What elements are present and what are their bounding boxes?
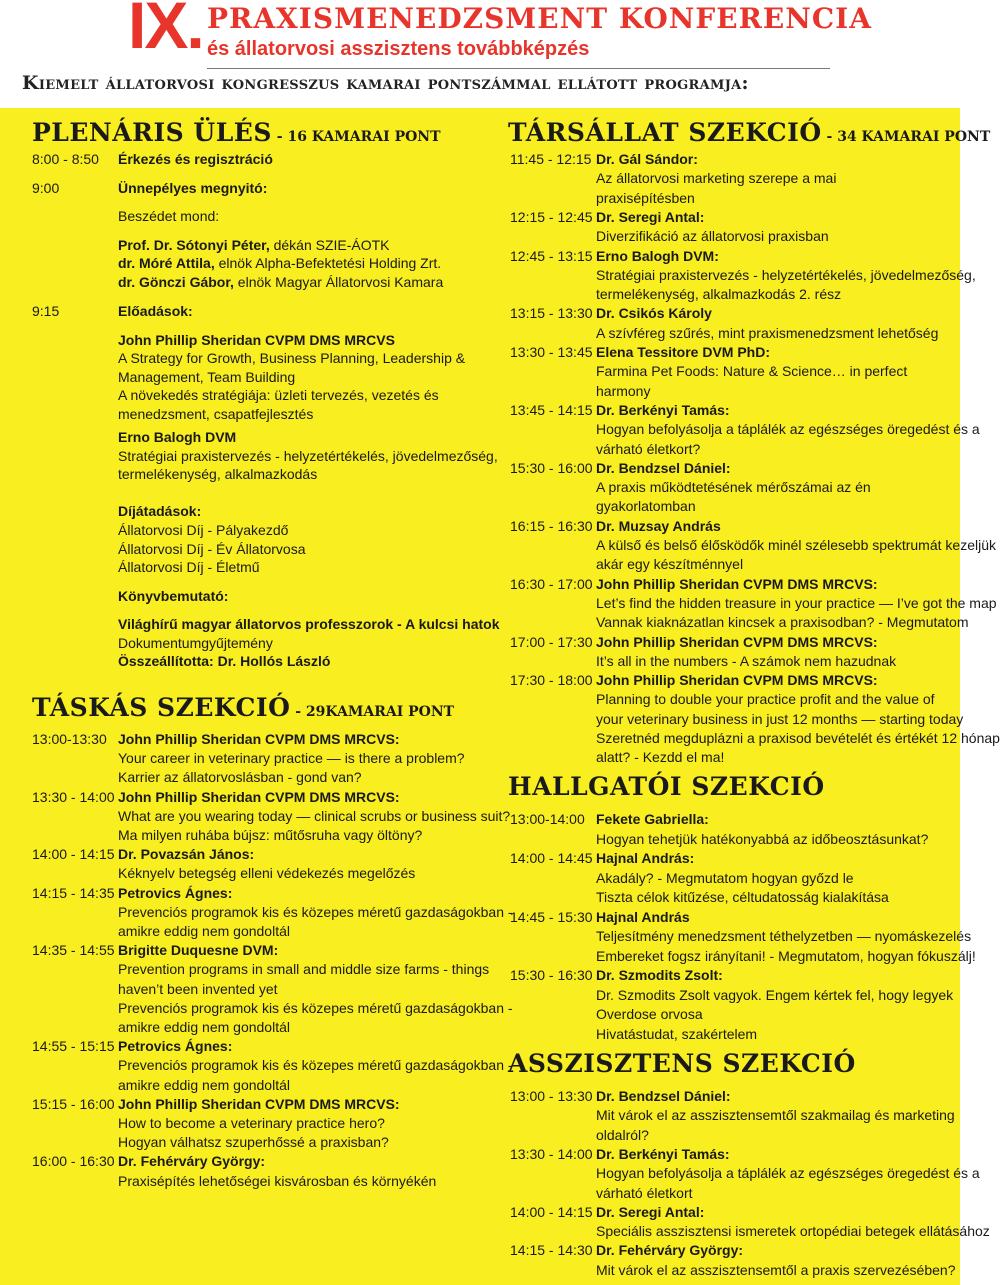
conference-subtitle: és állatorvosi asszisztens továbbképzés	[207, 38, 590, 60]
tarsallat-session-time: 17:00 - 17:30	[510, 633, 593, 650]
erno-line-2: termelékenység, alkalmazkodás	[118, 466, 318, 482]
asszisztens-session-time: 13:30 - 14:00	[510, 1145, 593, 1162]
plenaris-item-1: Érkezés és regisztráció	[118, 151, 273, 167]
tarsallat-session-speaker: Dr. Muzsay András	[596, 517, 721, 534]
hallgatoi-session-line: Hogyan tehetjük hatékonyabbá az időbeosztásunkat?	[596, 830, 929, 847]
taskas-session-time: 13:30 - 14:00	[32, 788, 115, 805]
taskas-session-line: amikre eddig nem gondoltál	[118, 923, 290, 939]
tarsallat-session-speaker: Dr. Gál Sándor:	[596, 151, 698, 167]
tarsallat-session-line: várható életkort?	[596, 440, 701, 457]
speaker-1: Prof. Dr. Sótonyi Péter, dékán SZIE-ÁOTK	[118, 237, 390, 253]
tarsallat-session-line: Az állatorvosi marketing szerepe a mai	[596, 170, 837, 187]
taskas-session-speaker: John Phillip Sheridan CVPM DMS MRCVS:	[118, 788, 400, 805]
taskas-session-time: 14:00 - 14:15	[32, 846, 115, 863]
asszisztens-session-speaker: Dr. Fehérváry György:	[596, 1242, 744, 1259]
tarsallat-session-speaker: Dr. Csikós Károly	[596, 305, 712, 322]
taskas-session-speaker: Dr. Povazsán János:	[118, 846, 255, 863]
hallgatoi-session-line: Akadály? - Megmutatom hogyan győzd le	[596, 869, 854, 886]
erno-name: Erno Balogh DVM	[118, 429, 237, 445]
taskas-session-line: Prevenciós programok kis és közepes méretű gazdaságokban -	[118, 903, 513, 920]
taskas-session-time: 16:00 - 16:30	[32, 1153, 115, 1170]
taskas-session-time: 15:15 - 16:00	[32, 1095, 115, 1112]
tarsallat-session-line: Hogyan befolyásolja a táplálék az egészséges öregedést és a	[596, 421, 980, 438]
taskas-session-speaker: Brigitte Duquesne DVM:	[118, 942, 279, 959]
taskas-session-speaker: Petrovics Ágnes:	[118, 884, 233, 901]
asszisztens-session-line: oldalról?	[596, 1126, 649, 1143]
tarsallat-session-line: A praxis működtetésének mérőszámai az én	[596, 479, 871, 496]
hallgatoi-session-time: 14:00 - 14:45	[510, 850, 593, 866]
hallgatoi-session-line: Overdose orvosa	[596, 1006, 703, 1022]
dij-3: Állatorvosi Díj - Életmű	[118, 559, 260, 575]
asszisztens-session-line: Mit várok el az asszisztensemtől a praxis szervezésében?	[596, 1261, 956, 1278]
page-header	[0, 0, 960, 108]
konyv-line-1: Világhírű magyar állatorvos professzorok - A kulcsi hatok	[118, 616, 500, 632]
taskas-session-line: What are you wearing today — clinical scrubs or business suit?	[118, 807, 511, 824]
jps-line-4: menedzsment, csapatfejlesztés	[118, 406, 314, 422]
tarsallat-session-time: 13:45 - 14:15	[510, 401, 593, 418]
eloadasok-time: 9:15	[32, 303, 60, 319]
tarsallat-session-line: It’s all in the numbers - A számok nem hazudnak	[596, 652, 897, 669]
taskas-session-speaker: Dr. Fehérváry György:	[118, 1153, 266, 1170]
tarsallat-session-line: alatt? - Kezdd el ma!	[596, 749, 725, 766]
taskas-session-speaker: John Phillip Sheridan CVPM DMS MRCVS:	[118, 731, 400, 747]
tarsallat-session-line: gyakorlatomban	[596, 498, 696, 515]
tarsallat-session-time: 16:30 - 17:00	[510, 575, 593, 592]
taskas-session-time: 13:00-13:30	[32, 731, 107, 747]
taskas-session-speaker: John Phillip Sheridan CVPM DMS MRCVS:	[118, 1095, 400, 1112]
taskas-session-line: amikre eddig nem gondoltál	[118, 1019, 290, 1035]
hallgatoi-session-line: Embereket fogsz irányítani! - Megmutatom, hogyan fókuszálj!	[596, 947, 976, 964]
erno-line-1: Stratégiai praxistervezés - helyzetértékelés, jövedelmezőség,	[118, 448, 498, 464]
tarsallat-session-line: Farmina Pet Foods: Nature & Science… in perfect	[596, 363, 908, 380]
tarsallat-session-speaker: John Phillip Sheridan CVPM DMS MRCVS:	[596, 575, 878, 592]
tarsallat-session-line: Szeretnéd megduplázni a praxisod bevételét és értékét 12 hónap	[596, 730, 1000, 746]
tarsallat-session-time: 15:30 - 16:00	[510, 459, 593, 476]
hallgatoi-session-line: Tiszta célok kitűzése, céltudatosság kialakítása	[596, 889, 889, 905]
hallgatoi-session-line: Hivatástudat, szakértelem	[596, 1025, 758, 1042]
tarsallat-session-line: A szívféreg szűrés, mint praxismenedzsment lehetőség	[596, 324, 939, 341]
asszisztens-session-line: Mit várok el az asszisztensemtől szakmailag és marketing	[596, 1107, 955, 1124]
hallgatoi-session-speaker: Hajnal András	[596, 908, 690, 925]
tarsallat-session-speaker: John Phillip Sheridan CVPM DMS MRCVS:	[596, 672, 878, 689]
asszisztens-title: ASSZISZTENS SZEKCIÓ	[508, 1049, 856, 1078]
taskas-session-line: Praxisépítés lehetőségei kisvárosban és környékén	[118, 1172, 437, 1189]
plenaris-item-2: Ünnepélyes megnyitó:	[118, 180, 268, 196]
taskas-session-time: 14:55 - 15:15	[32, 1038, 115, 1055]
tarsallat-session-line: harmony	[596, 382, 651, 399]
taskas-session-line: Your career in veterinary practice — is there a problem?	[118, 750, 465, 767]
header-divider	[207, 68, 830, 69]
hallgatoi-session-line: Teljesítmény menedzsment téthelyzetben — nyomáskezelés	[596, 928, 972, 944]
tarsallat-session-line: Stratégiai praxistervezés - helyzetértékelés, jövedelmezőség,	[596, 266, 976, 283]
taskas-session-line: Prevention programs in small and middle size farms - things	[118, 961, 490, 978]
asszisztens-session-line: várható életkort	[596, 1184, 693, 1201]
jps-line-1: A Strategy for Growth, Business Planning, Leadership &	[118, 350, 466, 366]
plenaris-title: PLENÁRIS ÜLÉS - 16 KAMARAI PONT	[32, 118, 441, 147]
tarsallat-session-speaker: Elena Tessitore DVM PhD:	[596, 344, 771, 360]
taskas-session-line: amikre eddig nem gondoltál	[118, 1076, 290, 1093]
hallgatoi-session-speaker: Hajnal András:	[596, 850, 695, 866]
tarsallat-session-line: Diverzifikáció az állatorvosi praxisban	[596, 228, 829, 245]
roman-numeral: IX.	[128, 0, 203, 62]
jps-line-2: Management, Team Building	[118, 369, 296, 385]
tarsallat-session-line: Vannak kiaknázatlan kincsek a praxisodban? - Megmutatom	[596, 614, 969, 631]
tarsallat-session-line: your veterinary business in just 12 months — starting today	[596, 710, 964, 727]
taskas-session-speaker: Petrovics Ágnes:	[118, 1038, 233, 1055]
tarsallat-session-time: 13:15 - 13:30	[510, 305, 593, 322]
jps-line-3: A növekedés stratégiája: üzleti tervezés, vezetés és	[118, 387, 439, 403]
tarsallat-session-time: 16:15 - 16:30	[510, 517, 593, 534]
jps-name: John Phillip Sheridan CVPM DMS MRCVS	[118, 332, 395, 348]
hallgatoi-session-time: 13:00-14:00	[510, 811, 585, 827]
hallgatoi-session-speaker: Fekete Gabriella:	[596, 811, 709, 827]
asszisztens-session-line: Hogyan befolyásolja a táplálék az egészséges öregedést és a	[596, 1165, 980, 1182]
tarsallat-session-line: termelékenység, alkalmazkodás 2. rész	[596, 286, 842, 303]
beszedet-label: Beszédet mond:	[118, 208, 220, 224]
asszisztens-session-time: 13:00 - 13:30	[510, 1088, 593, 1104]
tarsallat-session-speaker: Dr. Berkényi Tamás:	[596, 401, 730, 418]
taskas-session-line: Kéknyelv betegség elleni védekezés megelőzés	[118, 865, 416, 882]
taskas-session-line: Prevenciós programok kis és közepes méretű gazdaságokban -	[118, 999, 513, 1016]
tarsallat-session-line: Let’s find the hidden treasure in your practice — I’ve got the map	[596, 594, 997, 611]
taskas-session-line: Prevenciós programok kis és közepes méretű gazdaságokban -	[118, 1057, 513, 1074]
tarsallat-session-time: 11:45 - 12:15	[510, 151, 592, 167]
taskas-session-time: 14:15 - 14:35	[32, 884, 115, 901]
hallgatoi-title: HALLGATÓI SZEKCIÓ	[508, 772, 825, 801]
tarsallat-session-line: A külső és belső élősködők minél szélesebb spektrumát kezeljük	[596, 537, 996, 553]
hallgatoi-session-line: Dr. Szmodits Zsolt vagyok. Engem kértek fel, hogy legyek	[596, 986, 954, 1003]
dij-1: Állatorvosi Díj - Pályakezdő	[118, 522, 289, 538]
asszisztens-session-time: 14:00 - 14:15	[510, 1203, 593, 1220]
taskas-session-line: haven’t been invented yet	[118, 980, 278, 997]
tarsallat-session-time: 12:45 - 13:15	[510, 247, 593, 264]
tarsallat-session-time: 13:30 - 13:45	[510, 344, 593, 360]
tarsallat-title: TÁRSÁLLAT SZEKCIÓ - 34 KAMARAI PONT	[508, 118, 991, 147]
asszisztens-session-speaker: Dr. Seregi Antal:	[596, 1203, 705, 1220]
hallgatoi-session-speaker: Dr. Szmodits Zsolt:	[596, 967, 723, 983]
dijatadasok-label: Díjátadások:	[118, 503, 202, 519]
taskas-title: TÁSKÁS SZEKCIÓ - 29KAMARAI PONT	[32, 693, 455, 722]
speaker-2: dr. Móré Attila, elnök Alpha-Befektetési Holding Zrt.	[118, 255, 442, 271]
asszisztens-session-speaker: Dr. Berkényi Tamás:	[596, 1145, 730, 1162]
taskas-session-line: How to become a veterinary practice hero?	[118, 1115, 385, 1131]
taskas-session-line: Hogyan válhatsz szuperhőssé a praxisban?	[118, 1134, 389, 1151]
asszisztens-session-time: 14:15 - 14:30	[510, 1242, 593, 1259]
speaker-3: dr. Gönczi Gábor, elnök Magyar Állatorvosi Kamara	[118, 274, 444, 290]
tarsallat-session-speaker: John Phillip Sheridan CVPM DMS MRCVS:	[596, 633, 878, 650]
taskas-session-time: 14:35 - 14:55	[32, 942, 115, 959]
tarsallat-session-speaker: Dr. Seregi Antal:	[596, 208, 705, 225]
tarsallat-session-line: praxisépítésben	[596, 189, 695, 206]
program-heading: Kiemelt állatorvosi kongresszus kamarai pontszámmal ellátott programja:	[22, 72, 749, 94]
conference-title: PRAXISMENEDZSMENT KONFERENCIA	[207, 2, 872, 35]
tarsallat-session-time: 12:15 - 12:45	[510, 208, 593, 225]
hallgatoi-session-time: 14:45 - 15:30	[510, 908, 593, 925]
tarsallat-session-time: 17:30 - 18:00	[510, 672, 593, 689]
dij-2: Állatorvosi Díj - Év Állatorvosa	[118, 541, 306, 557]
hallgatoi-session-time: 15:30 - 16:30	[510, 967, 593, 983]
tarsallat-session-line: akár egy készítménnyel	[596, 556, 744, 573]
eloadasok-label: Előadások:	[118, 303, 193, 319]
tarsallat-session-speaker: Dr. Bendzsel Dániel:	[596, 459, 731, 476]
tarsallat-session-speaker: Erno Balogh DVM:	[596, 247, 719, 264]
konyv-line-3: Összeállította: Dr. Hollós László	[118, 653, 331, 669]
plenaris-time-2: 9:00	[32, 180, 60, 196]
asszisztens-session-line: Speciális asszisztensi ismeretek ortopédiai betegek ellátásához	[596, 1223, 990, 1240]
plenaris-time-1: 8:00 - 8:50	[32, 151, 99, 167]
tarsallat-session-line: Planning to double your practice profit and the value of	[596, 691, 935, 708]
konyv-label: Könyvbemutató:	[118, 588, 229, 604]
taskas-session-line: Karrier az állatorvoslásban - gond van?	[118, 769, 362, 786]
asszisztens-session-speaker: Dr. Bendzsel Dániel:	[596, 1088, 731, 1104]
taskas-session-line: Ma milyen ruhába bújsz: műtősruha vagy öltöny?	[118, 827, 423, 843]
konyv-line-2: Dokumentumgyűjtemény	[118, 635, 273, 651]
